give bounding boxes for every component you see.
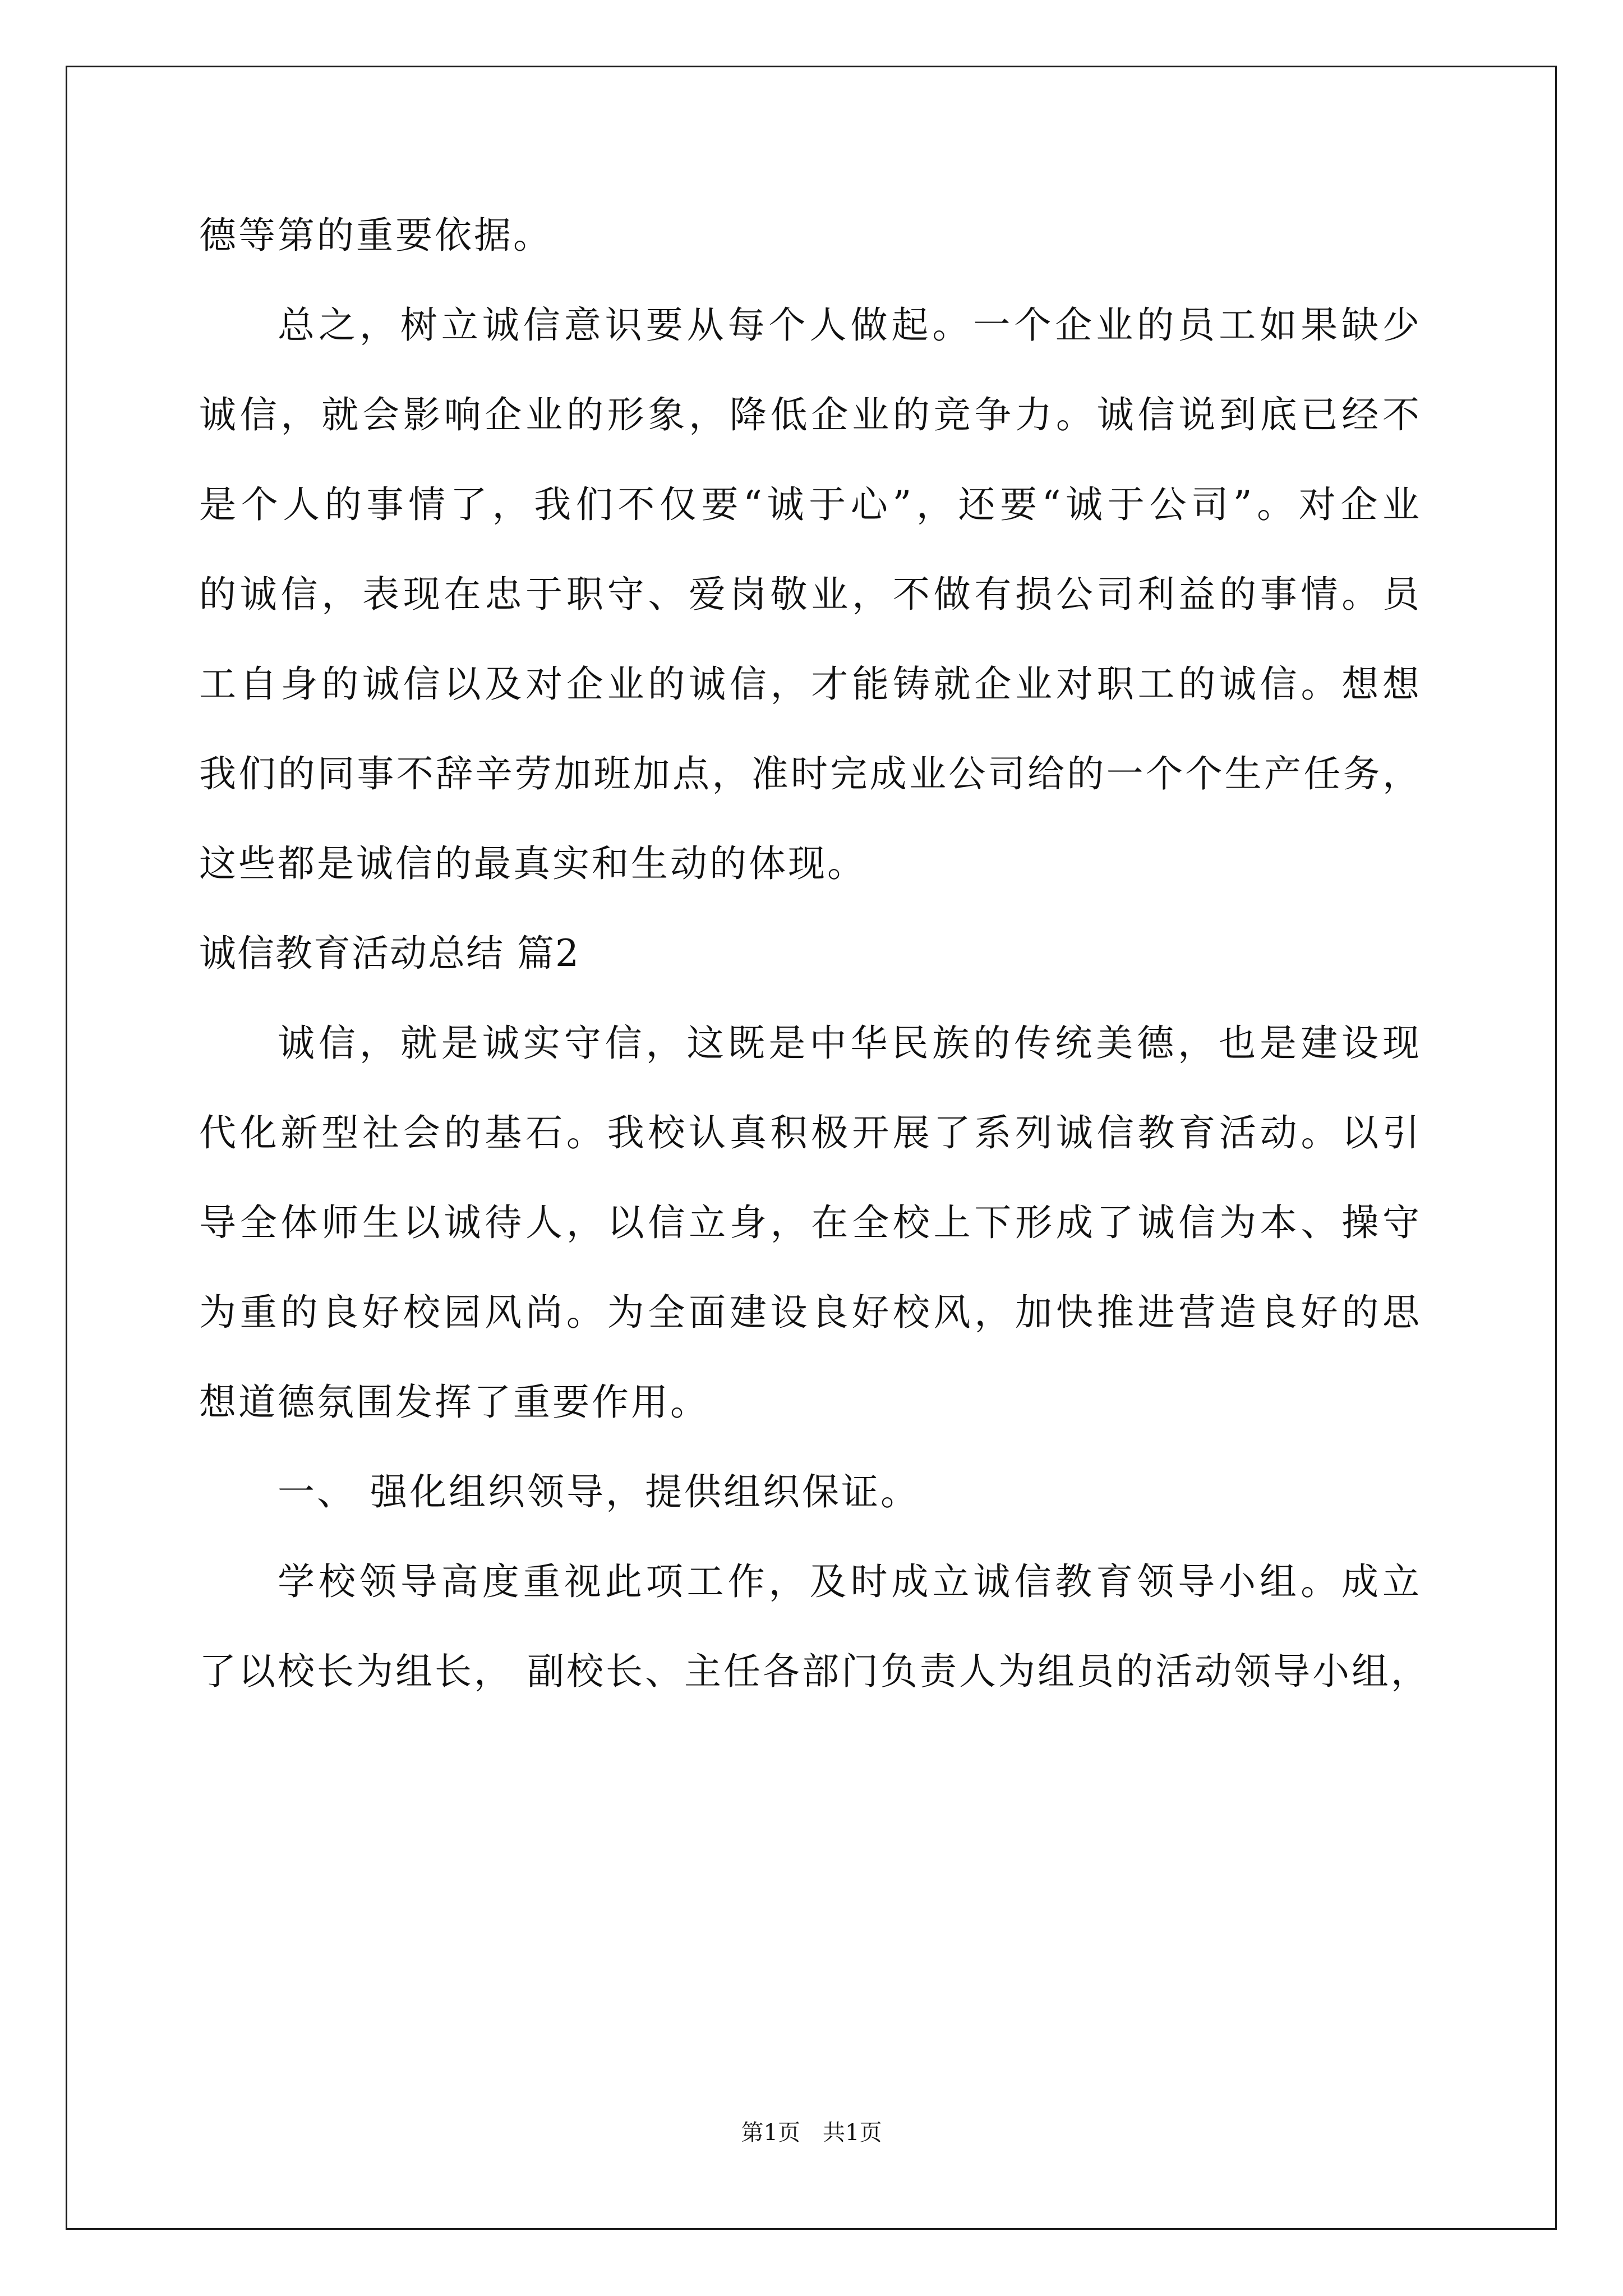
paragraph-line: 的诚信，表现在忠于职守、爱岗敬业，不做有损公司利益的事情。员 <box>199 573 1422 616</box>
paragraph-line: 代化新型社会的基石。我校认真积极开展了系列诚信教育活动。以引 <box>199 1111 1422 1154</box>
paragraph-line: 总之，树立诚信意识要从每个人做起。一个企业的员工如果缺少 <box>278 303 1422 347</box>
paragraph-line: 导全体师生以诚待人，以信立身，在全校上下形成了诚信为本、操守 <box>199 1201 1422 1244</box>
paragraph-line: 德等第的重要依据。 <box>199 214 552 257</box>
paragraph-line: 为重的良好校园风尚。为全面建设良好校风，加快推进营造良好的思 <box>199 1291 1422 1334</box>
paragraph-line: 想道德氛围发挥了重要作用。 <box>199 1381 709 1424</box>
paragraph-line: 工自身的诚信以及对企业的诚信，才能铸就企业对职工的诚信。想想 <box>199 662 1422 706</box>
subheading-line: 一、 强化组织领导，提供组织保证。 <box>278 1470 920 1513</box>
paragraph-line: 诚信，就会影响企业的形象，降低企业的竞争力。诚信说到底已经不 <box>199 393 1422 436</box>
section-heading: 诚信教育活动总结 篇2 <box>199 932 580 975</box>
paragraph-line: 这些都是诚信的最真实和生动的体现。 <box>199 842 866 885</box>
paragraph-line: 学校领导高度重视此项工作，及时成立诚信教育领导小组。成立 <box>278 1560 1422 1603</box>
paragraph-line: 是个人的事情了，我们不仅要“诚于心”，还要“诚于公司”。对企业 <box>199 483 1422 526</box>
paragraph-line: 诚信，就是诚实守信，这既是中华民族的传统美德，也是建设现 <box>278 1022 1422 1065</box>
page-footer: 第1页 共1页 <box>741 2120 882 2146</box>
paragraph-line: 我们的同事不辞辛劳加班加点，准时完成业公司给的一个个生产任务， <box>199 752 1422 795</box>
paragraph-line: 了以校长为组长， 副校长、主任各部门负责人为组员的活动领导小组， <box>199 1650 1430 1693</box>
